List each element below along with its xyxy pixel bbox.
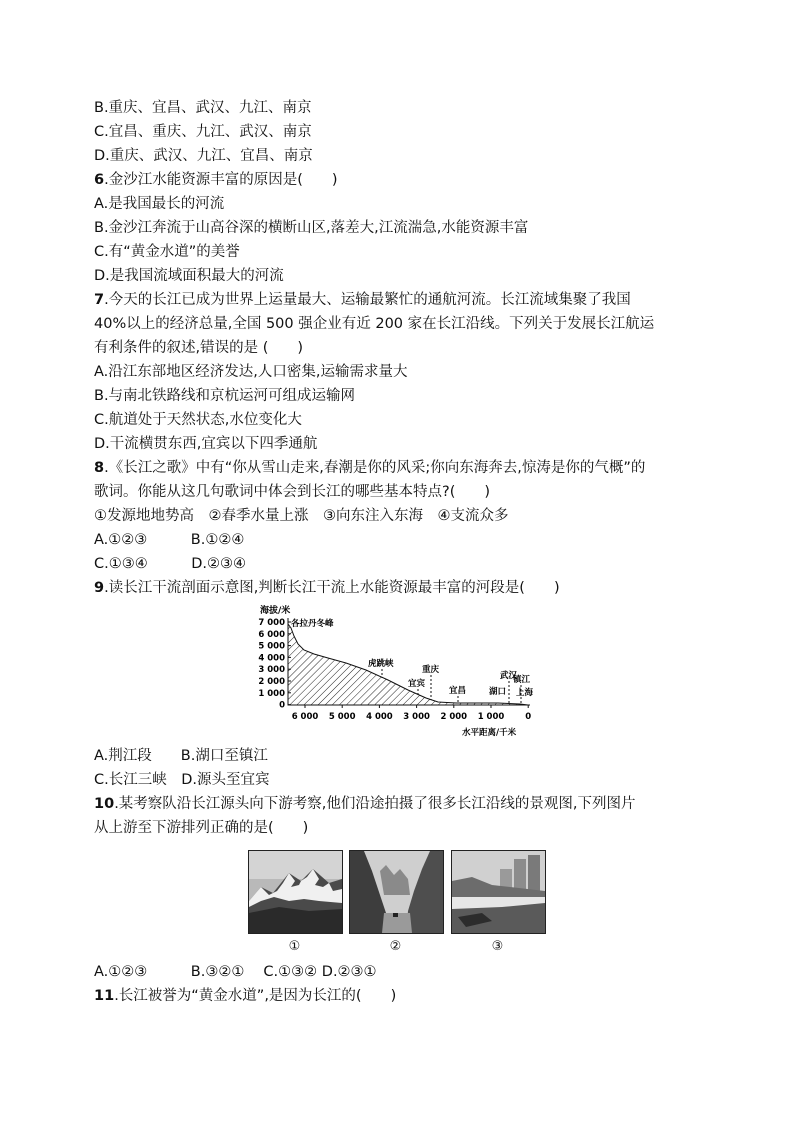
q6-stem [94, 170, 338, 190]
photo-caption-2: ② [389, 939, 402, 954]
q6-number: 6 [94, 172, 105, 188]
gorge-river-photo [349, 850, 444, 934]
q6-text: .金沙江水能资源丰富的原因是( ) [104, 172, 338, 188]
q7-stem-line3: 有利条件的叙述,错误的是 ( ) [94, 340, 304, 356]
y-tick-label: 7 000 [258, 618, 285, 628]
label-hukou: 湖口 [489, 687, 507, 697]
q7-option-c: C.航道处于天然状态,水位变化大 [94, 412, 302, 428]
y-tick-group [258, 618, 291, 711]
y-tick-label: 4 000 [258, 653, 285, 664]
y-tick-label: 0 [279, 700, 285, 711]
q5-option-d: D.重庆、武汉、九江、宜昌、南京 [94, 148, 313, 164]
q11-text: .长江被誉为“黄金水道”,是因为长江的( ) [114, 988, 397, 1004]
q8-stem [94, 458, 645, 478]
q7-number: 7 [94, 292, 105, 308]
q6-option-c: C.有“黄金水道”的美誉 [94, 244, 240, 260]
q8-number: 8 [94, 460, 105, 476]
x-tick-group [292, 705, 532, 722]
photo-caption-3: ③ [491, 939, 504, 954]
q8-statements: ①发源地地势高 ②春季水量上涨 ③向东注入东海 ④支流众多 [94, 508, 509, 524]
q7-stem-line2: 40%以上的经济总量,全国 500 强企业有近 200 家在长江沿线。下列关于发展长江航运 [94, 316, 655, 332]
q6-option-b: B.金沙江奔流于山高谷深的横断山区,落差大,江流湍急,水能资源丰富 [94, 220, 529, 236]
x-tick-label: 0 [525, 712, 532, 722]
y-tick-label: 3 000 [258, 665, 285, 676]
q11-number: 11 [94, 988, 115, 1004]
q10-number: 10 [94, 796, 115, 812]
x-tick-label: 3 000 [403, 712, 430, 722]
q7-option-b: B.与南北铁路线和京杭运河可组成运输网 [94, 388, 356, 404]
label-zhenjiang: 镇江 [512, 675, 530, 685]
q5-option-b: B.重庆、宜昌、武汉、九江、南京 [94, 100, 312, 116]
q7-stem [94, 290, 631, 310]
q8-stem-line2: 歌词。你能从这几句歌词中体会到长江的哪些基本特点?( ) [94, 484, 491, 500]
q5-option-c: C.宜昌、重庆、九江、武汉、南京 [94, 124, 312, 140]
label-shanghai: 上海 [516, 688, 534, 698]
q10-stem [94, 794, 636, 814]
label-hutiaoxia: 虎跳峡 [368, 659, 394, 669]
q6-option-a: A.是我国最长的河流 [94, 196, 225, 212]
label-wuhan: 武汉 [500, 671, 518, 681]
y-tick-label: 5 000 [258, 641, 285, 652]
x-tick-label: 6 000 [291, 712, 319, 722]
y-tick-label: 2 000 [258, 677, 285, 687]
label-yibin: 宜宾 [408, 679, 426, 689]
yangtze-profile-diagram [258, 602, 548, 742]
label-peak: 各拉丹冬峰 [291, 619, 334, 629]
q7-text: .今天的长江已成为世界上运量最大、运输最繁忙的通航河流。长江流域集聚了我国 [104, 292, 631, 308]
x-tick-label: 1 000 [477, 712, 505, 722]
x-tick-label: 5 000 [328, 712, 356, 722]
x-tick-label: 2 000 [440, 712, 468, 722]
q6-option-d: D.是我国流域面积最大的河流 [94, 268, 284, 284]
q10-stem-line2: 从上游至下游排列正确的是( ) [94, 820, 309, 836]
label-chongqing: 重庆 [422, 665, 440, 675]
q7-option-a: A.沿江东部地区经济发达,人口密集,运输需求量大 [94, 364, 408, 380]
label-yichang: 宜昌 [449, 686, 467, 696]
q9-stem [94, 578, 560, 598]
q8-text: .《长江之歌》中有“你从雪山走来,春潮是你的风采;你向东海奔去,惊涛是你的气概”的 [104, 460, 646, 476]
q9-text: .读长江干流剖面示意图,判断长江干流上水能资源最丰富的河段是( ) [104, 580, 560, 596]
q9-options-cd: C.长江三峡 D.源头至宜宾 [94, 772, 270, 788]
y-axis-title: 海拔/米 [260, 606, 291, 616]
x-axis-title: 水平距离/千米 [462, 728, 517, 738]
y-tick-label: 6 000 [258, 629, 285, 640]
q11-stem [94, 986, 396, 1006]
city-river-photo [451, 850, 546, 934]
x-tick-label: 4 000 [366, 712, 393, 722]
q10-text: .某考察队沿长江源头向下游考察,他们沿途拍摄了很多长江沿线的景观图,下列图片 [114, 796, 636, 812]
q8-options-cd: C.①③④ D.②③④ [94, 556, 247, 572]
q8-options-ab: A.①②③ B.①②④ [94, 532, 245, 548]
q10-options: A.①②③ B.③②① C.①③② D.②③① [94, 964, 377, 980]
photo-caption-1: ① [288, 939, 301, 954]
snow-mountain-photo [248, 850, 343, 934]
q9-options-ab: A.荆江段 B.湖口至镇江 [94, 748, 268, 764]
y-tick-label: 1 000 [258, 688, 285, 699]
q7-option-d: D.干流横贯东西,宜宾以下四季通航 [94, 436, 318, 452]
q9-number: 9 [94, 580, 105, 596]
